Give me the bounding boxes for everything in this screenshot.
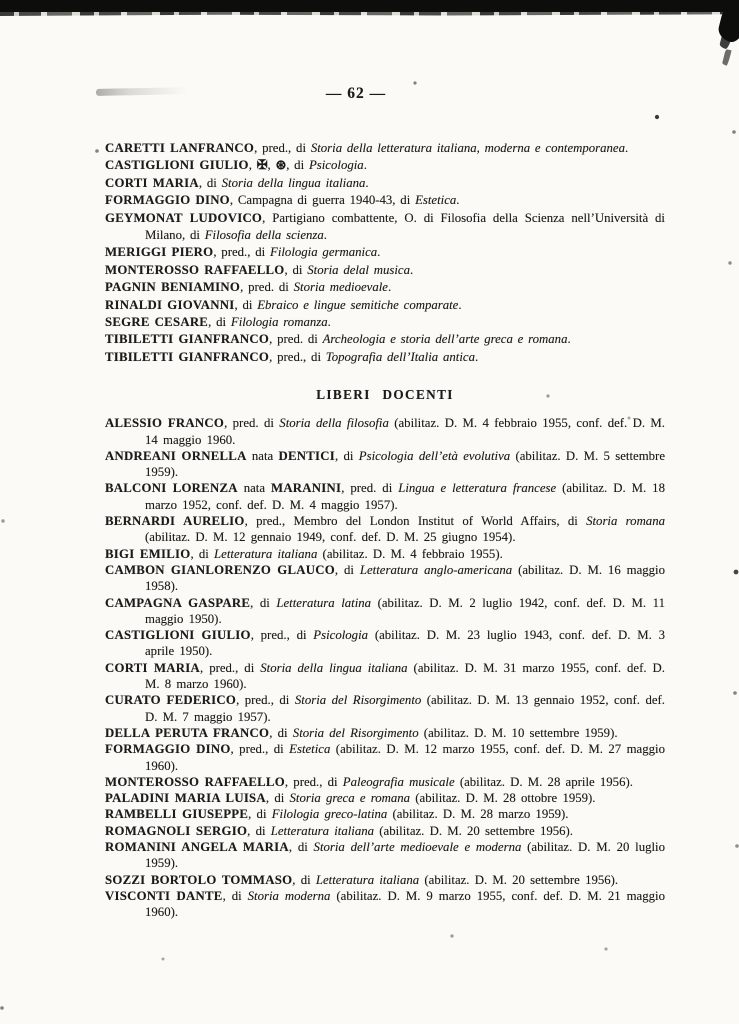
subject-title: Estetica xyxy=(289,742,331,757)
directory-entry xyxy=(105,546,665,562)
directory-entry xyxy=(105,790,665,806)
directory-entry xyxy=(105,262,665,279)
entry-text: , Partigiano combattente, O. di Filosofia della Scienza nell’Università di Milano, di xyxy=(145,210,665,243)
entry-text: , pred., di xyxy=(254,141,311,155)
subject-title: Storia del Risorgimento xyxy=(294,693,422,708)
entry-text: , pred. di xyxy=(224,416,280,431)
subject-title: Ebraico e lingue semitiche comparate xyxy=(257,297,459,312)
subject-title: Storia medioevale xyxy=(293,280,388,295)
entry-text: , di xyxy=(265,791,290,806)
entry-text: nata xyxy=(246,448,279,463)
entry-text: (abilitaz. D. M. 28 aprile 1956). xyxy=(454,774,633,789)
person-name: CAMBON GIANLORENZO GLAUCO xyxy=(105,562,335,577)
person-name: VISCONTI DANTE xyxy=(105,888,223,903)
entry-text: , di xyxy=(208,315,231,330)
entry-text: , pred., di xyxy=(200,660,261,675)
scan-specks xyxy=(0,0,2,2)
entry-text: (abilitaz. D. M. 4 febbraio 1955, conf. def. D. M. 14 maggio 1960. xyxy=(145,416,665,447)
directory-entry xyxy=(105,627,665,660)
person-name: PAGNIN BENIAMINO xyxy=(105,280,241,295)
person-name: TIBILETTI GIANFRANCO xyxy=(105,332,270,347)
entry-text: (abilitaz. D. M. 4 febbraio 1955). xyxy=(317,546,503,561)
directory-entry xyxy=(105,244,665,261)
entry-text: . xyxy=(474,349,479,364)
entry-text: , pred., di xyxy=(250,628,314,643)
directory-entry xyxy=(105,806,665,822)
entry-text: . xyxy=(365,175,369,190)
subject-title: Storia romana xyxy=(586,514,666,529)
entry-text: (abilitaz. D. M. 2 luglio 1942, conf. def. D. M. 11 maggio 1950). xyxy=(145,595,665,626)
entry-text: (abilitaz. D. M. 9 marzo 1955, conf. def. D. M. 21 maggio 1960). xyxy=(145,888,665,920)
directory-entry xyxy=(105,562,665,595)
subject-title: Filologia romanza xyxy=(230,315,328,330)
subject-title: Filologia greco-latina xyxy=(271,807,388,822)
person-name: ALESSIO FRANCO xyxy=(105,416,225,431)
person-name: SEGRE CESARE xyxy=(105,315,209,330)
person-name: CORTI MARIA xyxy=(105,175,199,190)
entry-text: (abilitaz. D. M. 28 marzo 1959). xyxy=(387,807,569,822)
entry-text: . xyxy=(410,262,414,277)
directory-entry xyxy=(105,660,665,693)
entry-text: (abilitaz. D. M. 20 luglio 1959). xyxy=(145,840,665,871)
entry-text: (abilitaz. D. M. 18 marzo 1952, conf. def. D. M. 4 maggio 1957). xyxy=(145,481,665,512)
directory-entry xyxy=(105,210,665,245)
person-name: DELLA PERUTA FRANCO xyxy=(105,725,270,740)
entry-text: , di xyxy=(334,562,360,577)
entry-text: , di xyxy=(292,872,316,887)
entry-text: (abilitaz. D. M. 10 settembre 1959). xyxy=(418,725,618,740)
entry-text: , di xyxy=(198,175,222,190)
directory-entry xyxy=(105,888,665,921)
faculty-list xyxy=(105,140,665,366)
directory-entry xyxy=(105,595,665,628)
entry-text: (abilitaz. D. M. 31 marzo 1955, conf. def. D. M. 8 marzo 1960). xyxy=(145,660,665,692)
person-name: CASTIGLIONI GIULIO xyxy=(105,628,251,643)
entry-text: nata xyxy=(237,481,271,496)
directory-entry xyxy=(105,331,665,348)
directory-entry xyxy=(105,872,665,888)
subject-title: Storia della filosofia xyxy=(279,416,389,431)
person-name: CAMPAGNA GASPARE xyxy=(105,595,251,610)
subject-title: Paleografia musicale xyxy=(342,774,455,789)
subject-title: Storia della lingua italiana xyxy=(221,175,366,190)
entry-text: , di xyxy=(286,158,309,173)
directory-entry xyxy=(105,192,665,209)
entry-text: (abilitaz. D. M. 5 settembre 1959). xyxy=(145,448,665,480)
person-name: CORTI MARIA xyxy=(105,660,201,675)
entry-text: . xyxy=(377,245,381,260)
directory-entry xyxy=(105,741,665,774)
entry-text: . xyxy=(323,228,327,243)
subject-title: Storia delal musica xyxy=(307,262,410,277)
directory-entry xyxy=(105,823,665,839)
directory-entry xyxy=(105,349,665,366)
entry-text: (abilitaz. D. M. 23 luglio 1943, conf. def. D. M. 3 aprile 1950). xyxy=(145,628,666,659)
entry-text: , di xyxy=(190,546,215,561)
person-name: CURATO FEDERICO xyxy=(105,693,237,708)
subject-title: Letteratura latina xyxy=(276,595,372,610)
entry-text: , pred., di xyxy=(230,742,290,757)
person-name: CARETTI LANFRANCO xyxy=(105,141,255,155)
subject-title: Estetica xyxy=(415,193,457,208)
directory-entry xyxy=(105,279,665,296)
subject-title: Letteratura anglo-americana xyxy=(359,562,513,577)
subject-title: Storia della lingua italiana xyxy=(260,660,408,675)
entry-text: , di xyxy=(269,725,293,740)
subject-title: Archeologia e storia dell’arte greca e romana xyxy=(322,332,568,347)
directory-entry xyxy=(105,725,665,741)
entry-text: (abilitaz. D. M. 13 gennaio 1952, conf. def. D. M. 7 maggio 1957). xyxy=(145,693,665,724)
directory-entry xyxy=(105,297,665,314)
circled-star-medal-icon: ⊛ xyxy=(275,158,287,173)
subject-title: Storia dell’arte medioevale e moderna xyxy=(313,840,522,854)
subject-title: Storia moderna xyxy=(247,888,331,903)
scan-edge-artifact-top xyxy=(0,0,739,12)
entry-text: (abilitaz. D. M. 16 maggio 1958). xyxy=(145,562,666,594)
person-name: TIBILETTI GIANFRANCO xyxy=(105,349,270,364)
entry-text: , xyxy=(248,158,257,173)
person-name: RAMBELLI GIUSEPPE xyxy=(105,807,249,822)
person-name: DENTICI xyxy=(278,448,336,463)
person-name: MONTEROSSO RAFFAELLO xyxy=(105,262,285,277)
person-name: PALADINI MARIA LUISA xyxy=(105,791,266,806)
entry-text: , pred., di xyxy=(269,349,326,364)
entry-text: , pred., di xyxy=(213,245,270,260)
entry-text: . xyxy=(567,332,571,347)
entry-text: , pred. di xyxy=(269,332,323,347)
entry-text: (abilitaz. D. M. 20 settembre 1956). xyxy=(374,823,573,838)
entry-text: , di xyxy=(250,595,277,610)
entry-text: . xyxy=(456,193,460,208)
subject-title: Psicologia dell’età evolutiva xyxy=(358,448,511,463)
person-name: BERNARDI AURELIO xyxy=(105,514,245,529)
entry-text: , pred., Membro del London Institut of World Affairs, di xyxy=(244,514,587,529)
page-content xyxy=(105,140,665,920)
directory-entry xyxy=(105,774,665,790)
entry-text: , di xyxy=(288,840,314,854)
directory-entry xyxy=(105,480,665,513)
entry-text: (abilitaz. D. M. 20 settembre 1956). xyxy=(419,872,619,887)
person-name: FORMAGGIO DINO xyxy=(105,193,230,208)
directory-entry xyxy=(105,175,665,192)
cross-medal-icon: ✠ xyxy=(256,158,268,173)
entry-text: , pred., di xyxy=(284,774,343,789)
subject-title: Letteratura italiana xyxy=(270,823,375,838)
entry-text: , di xyxy=(284,262,308,277)
person-name: CASTIGLIONI GIULIO xyxy=(105,158,249,173)
directory-entry xyxy=(105,314,665,331)
section-heading-liberi-docenti: LIBERI DOCENTI xyxy=(316,387,454,403)
person-name: BIGI EMILIO xyxy=(105,546,191,561)
entry-text: (abilitaz. D. M. 28 ottobre 1959). xyxy=(410,791,596,806)
entry-text: , pred. di xyxy=(341,481,399,496)
liberi-docenti-list xyxy=(105,415,665,920)
subject-title: Psicologia xyxy=(308,158,364,173)
person-name: RINALDI GIOVANNI xyxy=(105,297,235,312)
subject-title: Psicologia xyxy=(313,628,369,643)
entry-text: . xyxy=(387,280,392,295)
subject-title: Storia del Risorgimento xyxy=(292,725,419,740)
entry-text: , di xyxy=(248,807,272,822)
person-name: MONTEROSSO RAFFAELLO xyxy=(105,774,285,789)
directory-entry xyxy=(105,692,665,725)
entry-text: , pred. di xyxy=(240,280,294,295)
entry-text: , xyxy=(267,158,276,173)
entry-text: , pred., di xyxy=(236,693,295,708)
person-name: ROMANINI ANGELA MARIA xyxy=(105,840,289,854)
subject-title: Lingua e letteratura francese xyxy=(398,481,557,496)
person-name: ROMAGNOLI SERGIO xyxy=(105,823,248,838)
person-name: MERIGGI PIERO xyxy=(105,245,214,260)
subject-title: Topografia dell’Italia antica xyxy=(325,349,475,364)
entry-text: , di xyxy=(222,888,248,903)
subject-title: Storia della letteratura italiana, moderna e contemporanea xyxy=(310,141,626,155)
directory-entry xyxy=(105,415,665,448)
directory-entry xyxy=(105,839,665,872)
entry-text: , di xyxy=(247,823,271,838)
person-name: BALCONI LORENZA xyxy=(105,481,238,496)
entry-text: (abilitaz. D. M. 12 gennaio 1949, conf. def. D. M. 25 giugno 1954). xyxy=(145,530,516,545)
entry-text: , di xyxy=(335,448,359,463)
page-number: — 62 — xyxy=(325,85,387,102)
entry-text: . xyxy=(363,158,367,173)
entry-text: . xyxy=(458,297,462,312)
directory-entry xyxy=(105,140,665,157)
person-name: SOZZI BORTOLO TOMMASO xyxy=(105,872,293,887)
subject-title: Storia greca e romana xyxy=(289,791,411,806)
directory-entry xyxy=(105,513,665,546)
entry-text: . xyxy=(625,141,629,155)
person-name: MARANINI xyxy=(270,481,342,496)
subject-title: Letteratura italiana xyxy=(315,872,420,887)
entry-text: (abilitaz. D. M. 12 marzo 1955, conf. def. D. M. 27 maggio 1960). xyxy=(145,742,665,773)
person-name: ANDREANI ORNELLA xyxy=(105,448,247,463)
person-name: GEYMONAT LUDOVICO xyxy=(105,210,263,225)
subject-title: Letteratura italiana xyxy=(214,546,318,561)
directory-entry xyxy=(105,157,665,174)
entry-text: , di xyxy=(234,297,258,312)
directory-entry xyxy=(105,448,665,481)
entry-text: . xyxy=(327,315,331,330)
subject-title: Filosofia della scienza xyxy=(204,228,324,243)
person-name: FORMAGGIO DINO xyxy=(105,742,231,757)
entry-text: , Campagna di guerra 1940-43, di xyxy=(229,193,416,208)
subject-title: Filologia germanica xyxy=(270,245,378,260)
